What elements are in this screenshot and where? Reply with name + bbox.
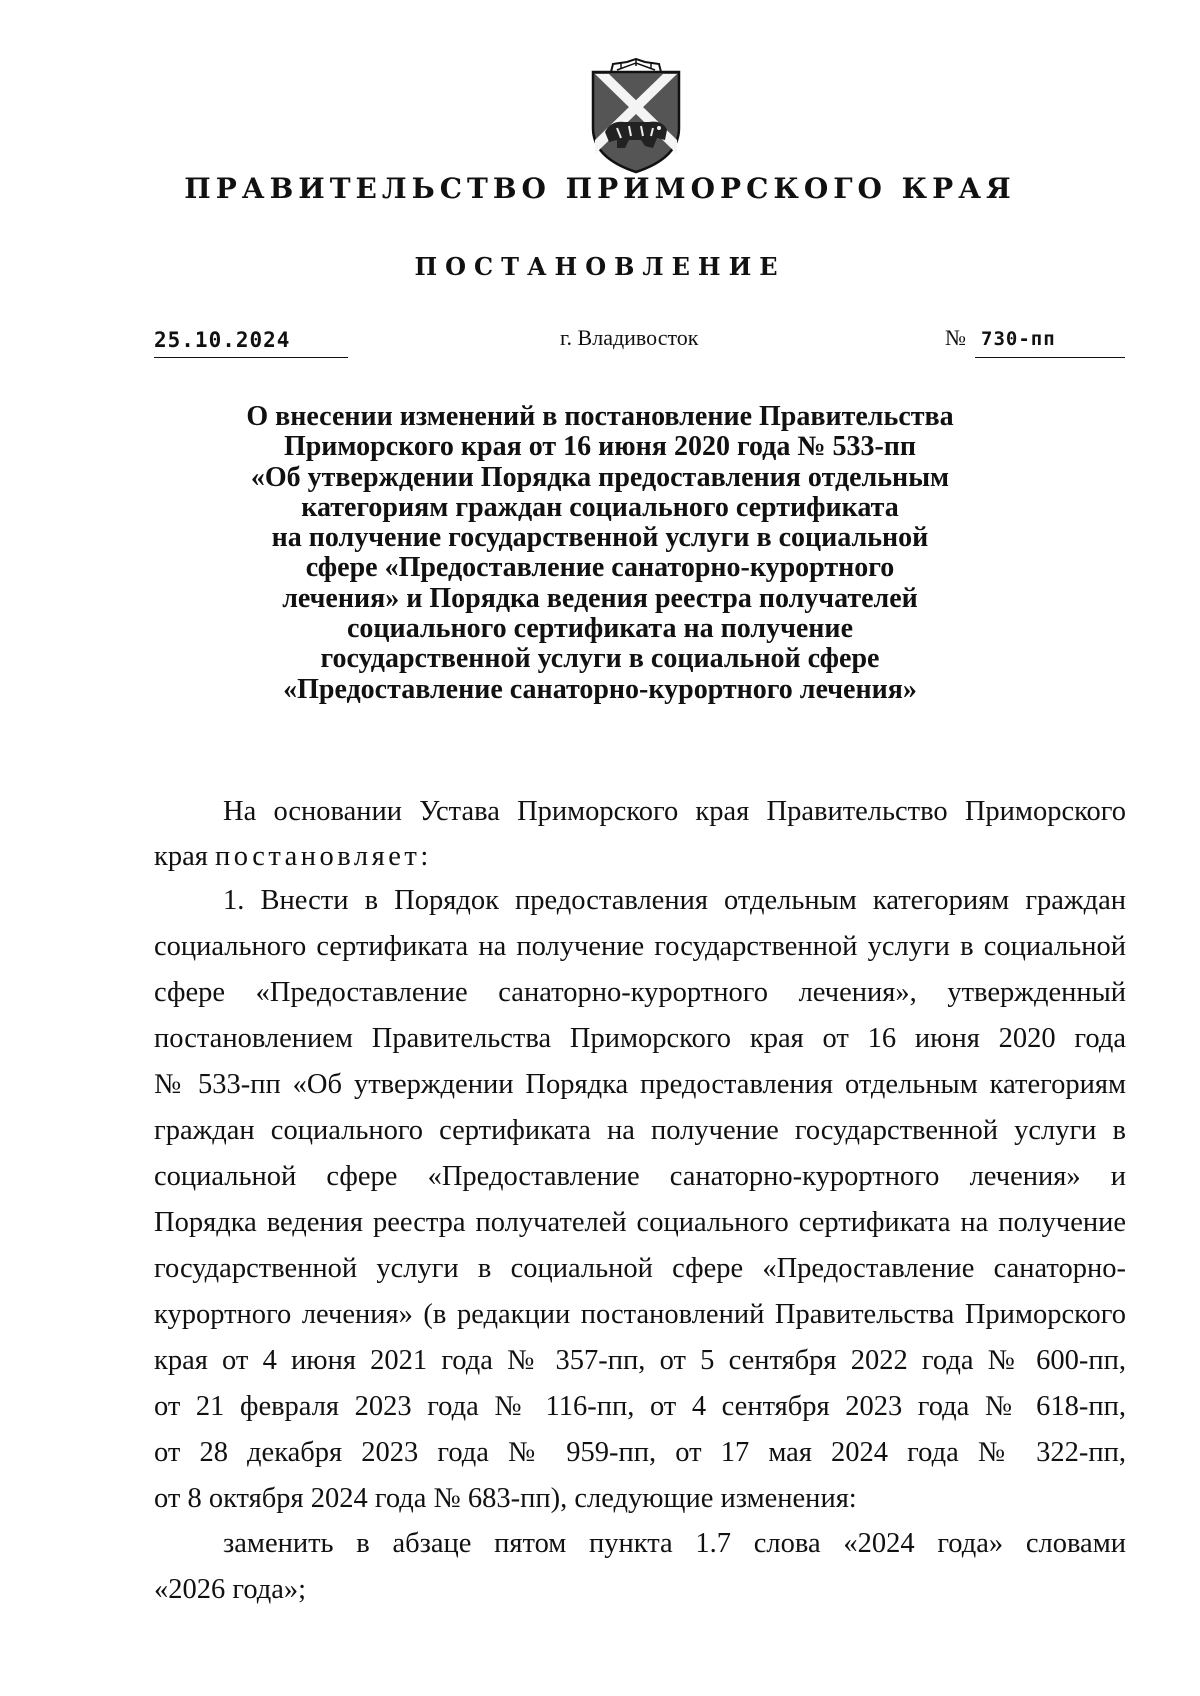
paragraph-line: «2026 года»;: [154, 1574, 307, 1605]
preamble-line: [154, 840, 1126, 874]
preamble-text: края: [154, 841, 208, 872]
paragraph-line: края от 4 июня 2021 года № 357-пп, от 5 сентября 2022 года № 600-пп,: [154, 1345, 1126, 1376]
government-title: ПРАВИТЕЛЬСТВО ПРИМОРСКОГО КРАЯ: [184, 172, 1016, 205]
paragraph-line: курортного лечения» (в редакции постановлений Правительства Приморского: [154, 1299, 1126, 1330]
paragraph-line: от 28 декабря 2023 года № 959-пп, от 17 мая 2024 года № 322-пп,: [154, 1437, 1126, 1468]
subject-line: «Предоставление санаторно-курортного лечения»: [283, 673, 917, 705]
date-underline: [154, 357, 348, 358]
decree-word: постановляет:: [214, 841, 432, 872]
paragraph-line: от 8 октября 2024 года № 683-пп), следующие изменения:: [154, 1483, 857, 1514]
number-sign: №: [945, 325, 966, 350]
paragraph-line: от 21 февраля 2023 года № 116-пп, от 4 сентября 2023 года № 618-пп,: [154, 1391, 1126, 1422]
number-underline: [975, 357, 1125, 358]
preamble-line: На основании Устава Приморского края Правительство Приморского: [223, 796, 1126, 827]
paragraph-line: постановлением Правительства Приморского края от 16 июня 2020 года: [154, 1023, 1126, 1054]
subject-line: на получение государственной услуги в социальной: [271, 522, 929, 554]
paragraph-line: заменить в абзаце пятом пункта 1.7 слова «2024 года» словами: [223, 1528, 1126, 1559]
paragraph-line: 1. Внести в Порядок предоставления отдельным категориям граждан: [223, 885, 1126, 916]
subject-line: «Об утверждении Порядка предоставления отдельным: [250, 461, 950, 493]
document-number: 730-пп: [981, 328, 1056, 350]
subject-line: социального сертификата на получение: [347, 613, 853, 645]
coat-of-arms-icon: [587, 58, 685, 176]
subject-line: Приморского края от 16 июня 2020 года № 533-пп: [283, 431, 917, 463]
document-city: г. Владивосток: [560, 325, 699, 350]
subject-line: лечения» и Порядка ведения реестра получателей: [282, 582, 918, 614]
subject-line: сфере «Предоставление санаторно-курортного: [305, 552, 895, 584]
paragraph-line: социальной сфере «Предоставление санаторно-курортного лечения» и: [154, 1161, 1126, 1192]
document-type: ПОСТАНОВЛЕНИЕ: [414, 252, 786, 281]
document-subject: [200, 402, 1000, 705]
paragraph-line: № 533-пп «Об утверждении Порядка предоставления отдельным категориям: [154, 1069, 1126, 1100]
paragraph-line: сфере «Предоставление санаторно-курортного лечения», утвержденный: [154, 977, 1126, 1008]
paragraph-line: граждан социального сертификата на получение государственной услуги в: [154, 1115, 1126, 1146]
subject-line: категориям граждан социального сертификата: [301, 491, 899, 523]
paragraph-line: Порядка ведения реестра получателей социального сертификата на получение: [154, 1207, 1126, 1238]
subject-line: О внесении изменений в постановление Правительства: [246, 401, 954, 432]
subject-line: государственной услуги в социальной сфере: [320, 643, 880, 675]
document-date: 25.10.2024: [154, 328, 291, 352]
paragraph-line: государственной услуги в социальной сфере «Предоставление санаторно-: [154, 1253, 1126, 1284]
paragraph-line: социального сертификата на получение государственной услуги в социальной: [154, 931, 1126, 962]
